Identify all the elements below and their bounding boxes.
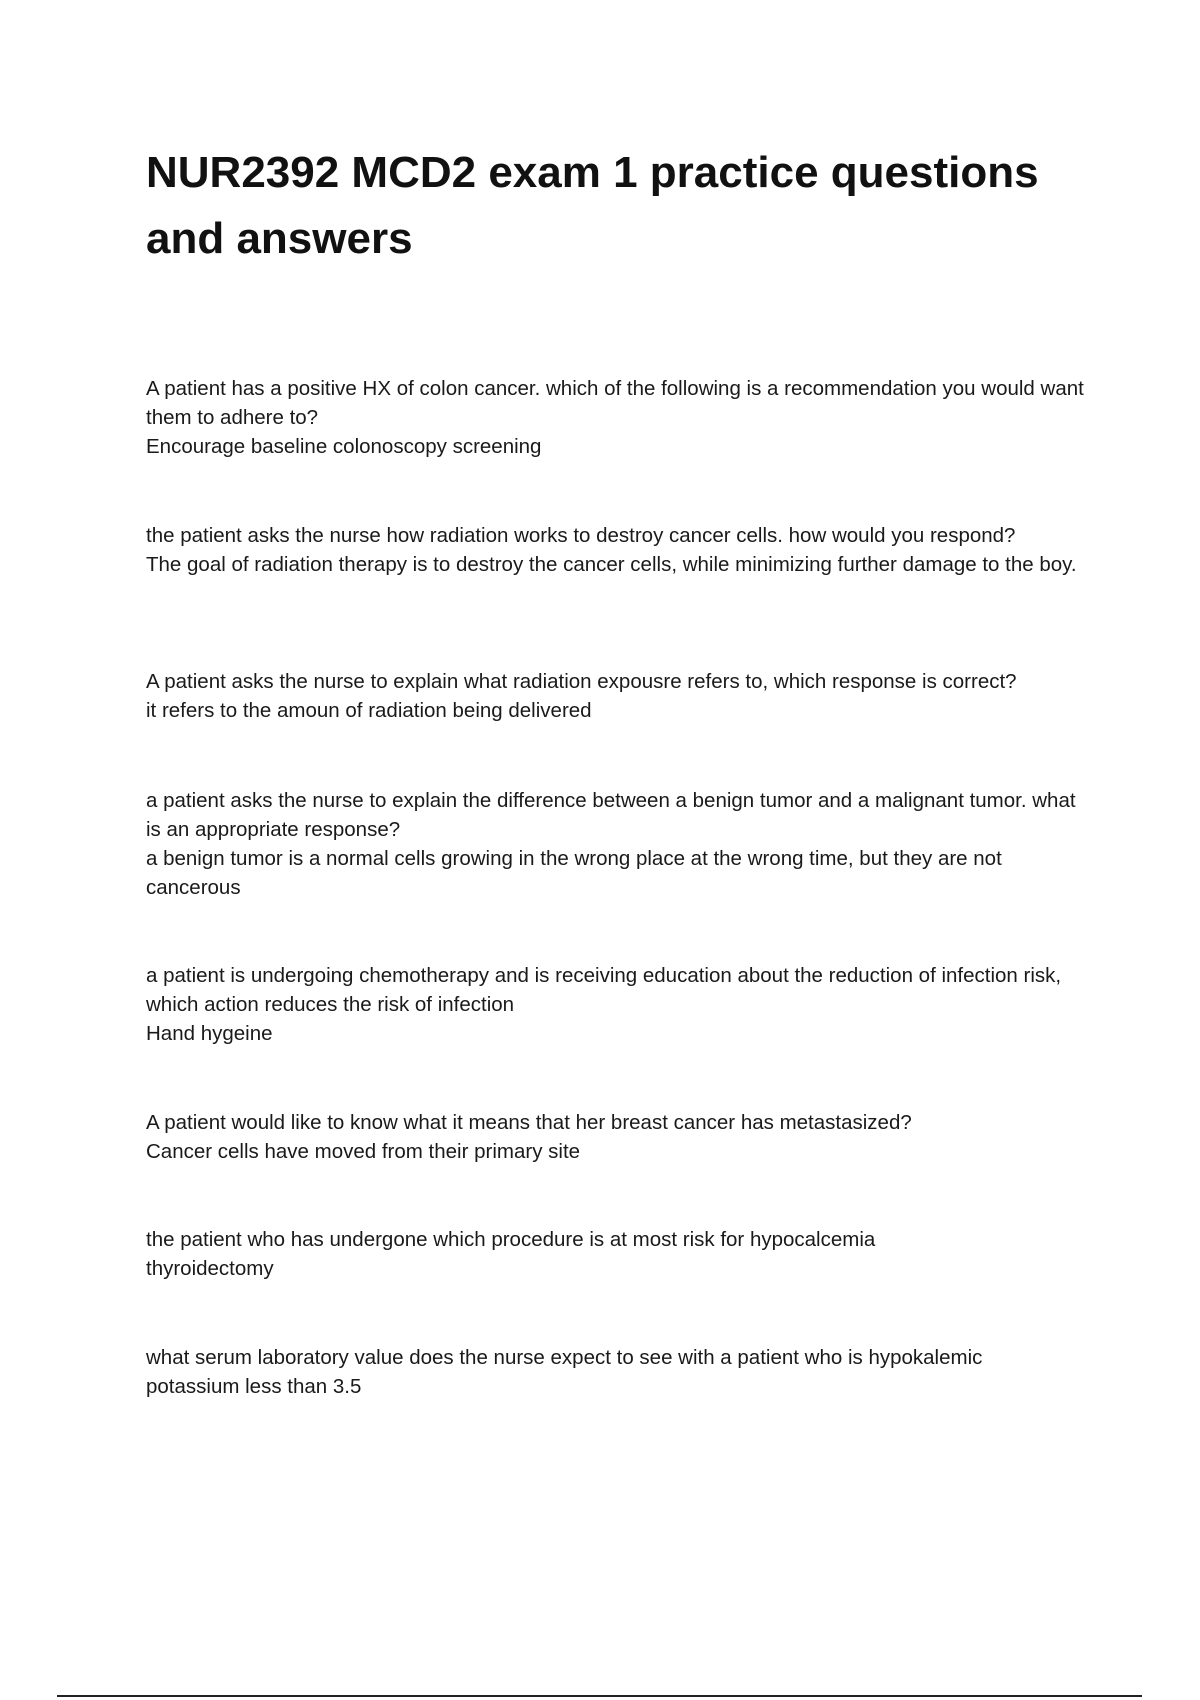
answer-text: The goal of radiation therapy is to destroy the cancer cells, while minimizing further damage to the boy. <box>146 553 1077 576</box>
qa-item-8 <box>146 1343 1096 1401</box>
question-text: A patient asks the nurse to explain what radiation expousre refers to, which response is correct? <box>146 670 1017 693</box>
answer-text: thyroidectomy <box>146 1257 274 1280</box>
qa-item-3 <box>146 667 1096 725</box>
question-text: A patient would like to know what it means that her breast cancer has metastasized? <box>146 1111 912 1134</box>
question-text: the patient asks the nurse how radiation works to destroy cancer cells. how would you respond? <box>146 524 1016 547</box>
qa-item-5 <box>146 961 1096 1048</box>
question-text: the patient who has undergone which procedure is at most risk for hypocalcemia <box>146 1228 876 1251</box>
document-title: NUR2392 MCD2 exam 1 practice questions and answers <box>146 148 1039 263</box>
qa-item-6 <box>146 1108 1096 1166</box>
qa-item-1 <box>146 374 1096 461</box>
qa-item-4 <box>146 786 1096 902</box>
answer-text: Cancer cells have moved from their primary site <box>146 1140 581 1163</box>
footer-divider <box>57 1695 1142 1697</box>
question-text: A patient has a positive HX of colon cancer. which of the following is a recommendation you would want them to adhere to? <box>146 377 1084 429</box>
answer-text: it refers to the amoun of radiation being delivered <box>146 699 592 722</box>
question-text: a patient is undergoing chemotherapy and is receiving education about the reduction of infection risk, which action reduces the risk of infection <box>146 964 1062 1016</box>
qa-item-7 <box>146 1225 1096 1283</box>
answer-text: potassium less than 3.5 <box>146 1375 362 1398</box>
question-text: a patient asks the nurse to explain the difference between a benign tumor and a malignant tumor. what is an appropriate response? <box>146 789 1076 841</box>
answer-text: Encourage baseline colonoscopy screening <box>146 435 542 458</box>
answer-text: a benign tumor is a normal cells growing in the wrong place at the wrong time, but they are not cancerous <box>146 847 1002 899</box>
answer-text: Hand hygeine <box>146 1022 273 1045</box>
question-text: what serum laboratory value does the nurse expect to see with a patient who is hypokalemic <box>146 1346 983 1369</box>
qa-item-2 <box>146 521 1096 579</box>
